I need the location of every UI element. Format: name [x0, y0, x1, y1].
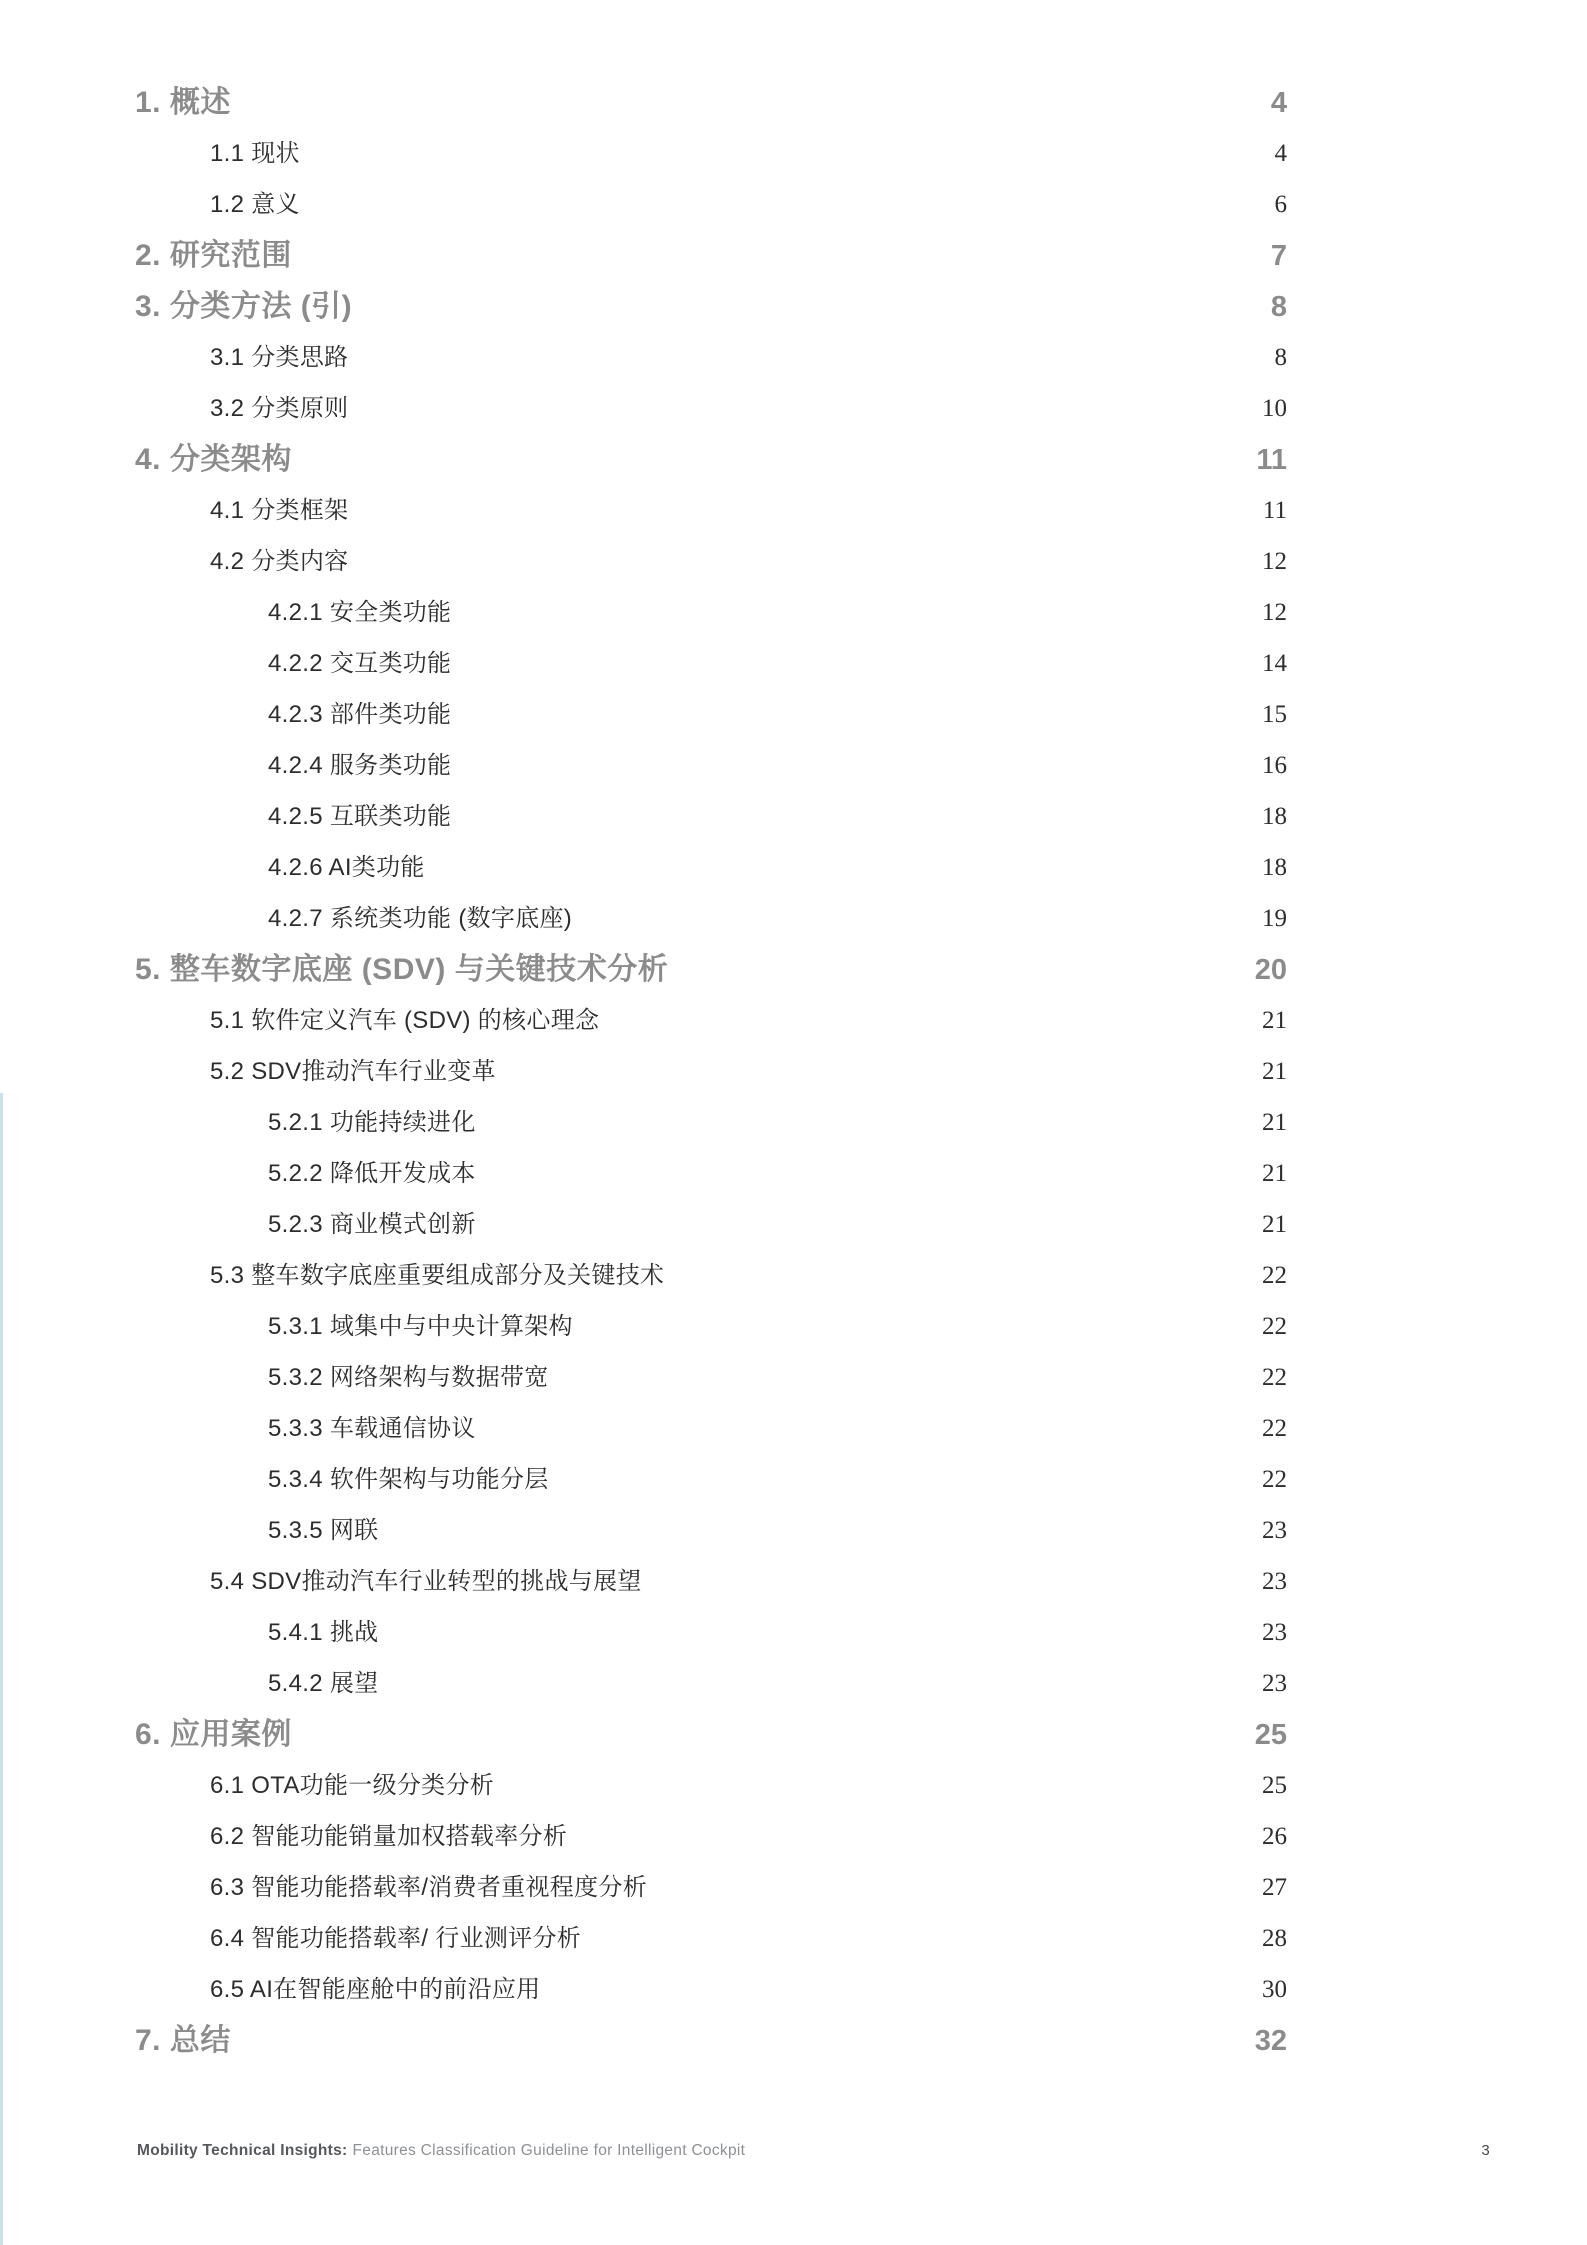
toc-entry-page-number: 23: [1262, 1517, 1287, 1544]
toc-entry[interactable]: [0, 1454, 1587, 1505]
toc-entry-label: 5.3.1 域集中与中央计算架构: [268, 1313, 573, 1340]
toc-entry-page-number: 8: [1274, 344, 1287, 371]
toc-entry-page-number: 30: [1262, 1976, 1287, 2003]
toc-entry-label: 5. 整车数字底座 (SDV) 与关键技术分析: [135, 953, 669, 986]
toc-entry-page-number: 21: [1262, 1007, 1287, 1034]
toc-entry[interactable]: [0, 1913, 1587, 1964]
toc-entry-page-number: 23: [1262, 1568, 1287, 1595]
toc-entry[interactable]: [0, 1811, 1587, 1862]
toc-entry[interactable]: [0, 1964, 1587, 2015]
toc-entry-label: 4.2.1 安全类功能: [268, 599, 452, 626]
toc-entry-page-number: 4: [1270, 87, 1287, 119]
toc-entry-label: 5.4 SDV推动汽车行业转型的挑战与展望: [210, 1568, 642, 1595]
toc-entry[interactable]: [0, 587, 1587, 638]
toc-entry-label: 5.3.5 网联: [268, 1517, 379, 1544]
toc-entry-label: 5.3.2 网络架构与数据带宽: [268, 1364, 549, 1391]
toc-entry[interactable]: [0, 332, 1587, 383]
toc-entry-page-number: 27: [1262, 1874, 1287, 1901]
toc-entry[interactable]: [0, 1046, 1587, 1097]
toc-entry-label: 6.5 AI在智能座舱中的前沿应用: [210, 1976, 541, 2003]
toc-entry-page-number: 25: [1254, 1719, 1287, 1751]
toc-entry[interactable]: [0, 1658, 1587, 1709]
toc-entry[interactable]: [0, 536, 1587, 587]
toc-entry[interactable]: [0, 1862, 1587, 1913]
toc-entry-label: 6.1 OTA功能一级分类分析: [210, 1772, 495, 1799]
toc-entry-page-number: 11: [1256, 444, 1287, 476]
toc-entry-page-number: 21: [1262, 1058, 1287, 1085]
toc-entry-page-number: 18: [1262, 854, 1287, 881]
toc-entry-page-number: 22: [1262, 1262, 1287, 1289]
toc-entry-label: 5.4.1 挑战: [268, 1619, 379, 1646]
toc-entry-page-number: 4: [1274, 140, 1287, 167]
toc-entry-page-number: 7: [1270, 240, 1287, 272]
toc-entry[interactable]: [0, 689, 1587, 740]
toc-entry-page-number: 26: [1262, 1823, 1287, 1850]
toc-entry[interactable]: [0, 1556, 1587, 1607]
toc-entry-label: 4.2.5 互联类功能: [268, 803, 452, 830]
toc-entry[interactable]: [0, 1709, 1587, 1760]
toc-entry[interactable]: [0, 1250, 1587, 1301]
toc-entry-page-number: 12: [1262, 599, 1287, 626]
toc-entry-page-number: 12: [1262, 548, 1287, 575]
toc-entry-label: 4.2.3 部件类功能: [268, 701, 452, 728]
toc-entry-page-number: 23: [1262, 1670, 1287, 1697]
toc-entry-label: 5.2.1 功能持续进化: [268, 1109, 476, 1136]
toc-entry-label: 1.2 意义: [210, 191, 300, 218]
toc-entry[interactable]: [0, 944, 1587, 995]
toc-entry-label: 5.3.3 车载通信协议: [268, 1415, 476, 1442]
toc-entry-label: 5.4.2 展望: [268, 1670, 379, 1697]
footer-brand-title: Mobility Technical Insights:: [137, 2142, 348, 2159]
toc-entry[interactable]: [0, 2015, 1587, 2066]
toc-entry-page-number: 18: [1262, 803, 1287, 830]
toc-entry[interactable]: [0, 1301, 1587, 1352]
toc-entry-page-number: 32: [1254, 2025, 1287, 2057]
toc-entry-label: 6.2 智能功能销量加权搭载率分析: [210, 1823, 568, 1850]
toc-entry-label: 4.2.6 AI类功能: [268, 854, 425, 881]
toc-entry[interactable]: [0, 1097, 1587, 1148]
toc-entry-page-number: 22: [1262, 1364, 1287, 1391]
toc-entry-label: 3. 分类方法 (引): [135, 290, 353, 323]
toc-entry-label: 3.1 分类思路: [210, 344, 349, 371]
toc-entry-page-number: 6: [1274, 191, 1287, 218]
toc-entry-page-number: 20: [1254, 954, 1287, 986]
toc-entry-page-number: 16: [1262, 752, 1287, 779]
toc-entry[interactable]: [0, 128, 1587, 179]
toc-entry[interactable]: [0, 485, 1587, 536]
toc-entry-label: 5.2.2 降低开发成本: [268, 1160, 476, 1187]
toc-entry-label: 5.1 软件定义汽车 (SDV) 的核心理念: [210, 1007, 600, 1034]
toc-entry-page-number: 25: [1262, 1772, 1287, 1799]
toc-entry-label: 4.2.4 服务类功能: [268, 752, 452, 779]
toc-entry-label: 4.2.2 交互类功能: [268, 650, 452, 677]
toc-entry[interactable]: [0, 179, 1587, 230]
toc-entry-label: 6. 应用案例: [135, 1718, 292, 1751]
toc-entry[interactable]: [0, 1352, 1587, 1403]
toc-entry-label: 4. 分类架构: [135, 443, 292, 476]
left-edge-accent-line: [0, 1093, 3, 2245]
toc-entry-page-number: 22: [1262, 1466, 1287, 1493]
footer-page-number: 3: [1481, 2142, 1490, 2159]
toc-entry-page-number: 28: [1262, 1925, 1287, 1952]
toc-entry-page-number: 23: [1262, 1619, 1287, 1646]
toc-entry-label: 5.2 SDV推动汽车行业变革: [210, 1058, 496, 1085]
toc-entry[interactable]: [0, 281, 1587, 332]
toc-entry[interactable]: [0, 638, 1587, 689]
footer-brand-subtitle: Features Classification Guideline for Intelligent Cockpit: [352, 2142, 746, 2159]
toc-entry-label: 4.2.7 系统类功能 (数字底座): [268, 905, 573, 932]
page-footer: [137, 2142, 1490, 2160]
toc-entry[interactable]: [0, 995, 1587, 1046]
toc-entry-page-number: 14: [1262, 650, 1287, 677]
toc-entry-label: 3.2 分类原则: [210, 395, 349, 422]
toc-entry[interactable]: [0, 230, 1587, 281]
footer-brand: [137, 2142, 745, 2160]
toc-entry-label: 5.3.4 软件架构与功能分层: [268, 1466, 549, 1493]
toc-entry-page-number: 19: [1262, 905, 1287, 932]
toc-entry[interactable]: [0, 740, 1587, 791]
toc-entry[interactable]: [0, 1403, 1587, 1454]
toc-entry[interactable]: [0, 1148, 1587, 1199]
toc-entry[interactable]: [0, 842, 1587, 893]
toc-entry[interactable]: [0, 77, 1587, 128]
toc-entry-label: 6.3 智能功能搭载率/消费者重视程度分析: [210, 1874, 647, 1901]
toc-entry-label: 5.3 整车数字底座重要组成部分及关键技术: [210, 1262, 665, 1289]
toc-entry-label: 2. 研究范围: [135, 239, 292, 272]
toc-entry-label: 7. 总结: [135, 2024, 231, 2057]
toc-entry-page-number: 8: [1270, 291, 1287, 323]
toc-entry-label: 4.1 分类框架: [210, 497, 349, 524]
toc-entry-label: 4.2 分类内容: [210, 548, 349, 575]
toc-entry-label: 1.1 现状: [210, 140, 300, 167]
toc-entry-label: 5.2.3 商业模式创新: [268, 1211, 476, 1238]
table-of-contents: [0, 77, 1587, 2066]
toc-entry[interactable]: [0, 1199, 1587, 1250]
toc-entry-page-number: 10: [1262, 395, 1287, 422]
toc-entry-page-number: 15: [1262, 701, 1287, 728]
toc-entry-label: 6.4 智能功能搭载率/ 行业测评分析: [210, 1925, 582, 1952]
toc-entry-label: 1. 概述: [135, 86, 231, 119]
toc-entry[interactable]: [0, 1760, 1587, 1811]
toc-entry-page-number: 21: [1262, 1109, 1287, 1136]
toc-entry[interactable]: [0, 1505, 1587, 1556]
toc-entry-page-number: 21: [1262, 1160, 1287, 1187]
toc-entry-page-number: 22: [1262, 1313, 1287, 1340]
toc-entry-page-number: 22: [1262, 1415, 1287, 1442]
toc-entry[interactable]: [0, 791, 1587, 842]
toc-entry[interactable]: [0, 1607, 1587, 1658]
toc-entry[interactable]: [0, 893, 1587, 944]
toc-entry[interactable]: [0, 434, 1587, 485]
toc-entry-page-number: 21: [1262, 1211, 1287, 1238]
toc-entry[interactable]: [0, 383, 1587, 434]
toc-entry-page-number: 11: [1262, 497, 1287, 524]
